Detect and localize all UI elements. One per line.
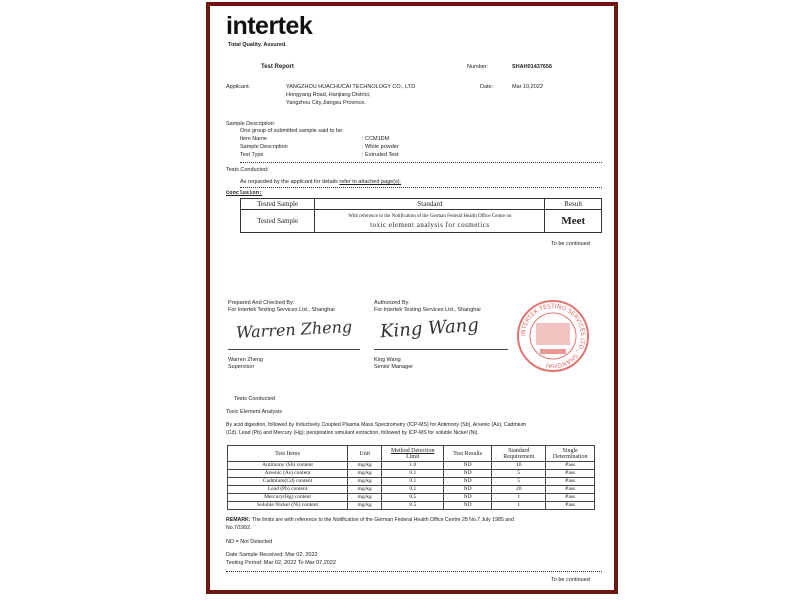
header-requirement [492, 446, 546, 462]
row-result: ND [444, 470, 492, 478]
report-page [206, 2, 618, 594]
prepared-by-role: Supervisor [228, 364, 255, 370]
row-item: Soluble Nickel (Ni) content [228, 502, 348, 510]
row-unit: mg/kg [348, 486, 382, 494]
sample-description-value: : White powder [362, 144, 399, 150]
date-received: Date Sample Received: Mar 02, 2022 [226, 552, 318, 558]
table-row [228, 462, 595, 470]
conclusion-header-sample: Tested Sample [241, 199, 315, 210]
applicant-address-line2: Yangzhou City,Jiangsu Province. [286, 100, 366, 106]
conclusion-standard-line2: toxic element analysis for cosmetics [370, 221, 490, 229]
table-row [228, 478, 595, 486]
sample-intro: One group of submitted sample said to be: [240, 128, 344, 134]
row-item: Mercury(Hg) content [228, 494, 348, 502]
row-item: Cadmium(Cd) content [228, 478, 348, 486]
prepared-by-name: Warren Zheng [228, 357, 263, 363]
header-requirement-line2: Requirement [503, 453, 535, 460]
sample-description-label: Sample Description [240, 144, 288, 150]
conclusion-standard-line1: With reference to the Notification of the German Federal Health Office Centre on [348, 214, 512, 219]
row-result: ND [444, 478, 492, 486]
continued-note: To be continued [551, 241, 590, 247]
number-label: Number: [467, 64, 489, 70]
tests-conducted-text [240, 179, 401, 185]
header-test-results: Test Results [444, 446, 492, 462]
row-unit: mg/kg [348, 494, 382, 502]
row-requirement: 5 [492, 478, 546, 486]
svg-text:INTERTEK TESTING SERVICES LTD.: INTERTEK TESTING SERVICES LTD., SHANGHAI [519, 302, 587, 370]
item-name-value: : CCM1DM [362, 136, 390, 142]
conclusion-header-standard: Standard [315, 199, 545, 210]
row-unit: mg/kg [348, 462, 382, 470]
test-type-label: Test Type [240, 152, 264, 158]
report-number: SHAH01437656 [512, 64, 553, 70]
row-requirement: 1 [492, 494, 546, 502]
toxic-element-heading: Toxic Element Analysis [226, 409, 282, 415]
authorized-by-role: Senior Manager [374, 364, 414, 370]
header-mdl-line2: Limit [406, 453, 420, 460]
company-seal-stamp [516, 299, 590, 373]
applicant-address-line1: Hongyang Road, Hanjiang District, [286, 92, 371, 98]
row-determination: Pass [546, 478, 595, 486]
row-determination: Pass [546, 502, 595, 510]
row-item: Antimony (Sb) content [228, 462, 348, 470]
authorized-by-name: King Wang [374, 357, 401, 363]
section-divider [226, 571, 602, 572]
row-determination: Pass [546, 494, 595, 502]
logo-tagline: Total Quality. Assured. [228, 42, 287, 48]
header-determination-line2: Determination [552, 453, 588, 460]
results-table [227, 445, 595, 510]
tests-conducted-heading: Tests Conducted: [226, 167, 269, 173]
row-mdl: 0.1 [382, 478, 444, 486]
row-result: ND [444, 486, 492, 494]
table-row [228, 470, 595, 478]
conclusion-table [240, 198, 602, 233]
conclusion-result: Meet [545, 210, 602, 233]
conclusion-sample: Tested Sample [241, 210, 315, 233]
applicant-label: Applicant: [226, 84, 251, 90]
row-result: ND [444, 502, 492, 510]
table-row [228, 494, 595, 502]
nd-note: ND = Not Detected [226, 539, 273, 545]
tests-conducted-prefix: As requested by the applicant for details [240, 179, 340, 185]
date-label: Date: [480, 84, 494, 90]
row-requirement: 10 [492, 462, 546, 470]
row-determination: Pass [546, 486, 595, 494]
header-requirement-line1: Standard [508, 447, 530, 454]
remark-line2: No.7/1992. [226, 525, 252, 531]
attached-pages-reference: refer to attached page(s). [339, 179, 402, 185]
row-result: ND [444, 462, 492, 470]
sample-heading: Sample Description: [226, 121, 276, 127]
row-determination: Pass [546, 462, 595, 470]
intertek-logo: intertek [226, 12, 313, 40]
section-divider [240, 162, 602, 163]
remark-label: REMARK: [226, 517, 251, 523]
authorized-by-org: For Intertek Testing Services Ltd., Shanghai [374, 307, 481, 313]
signature-line [228, 349, 360, 350]
conclusion-header-result: Result [545, 199, 602, 210]
remark-line1 [226, 517, 514, 523]
header-mdl [382, 446, 444, 462]
row-item: Lead (Pb) content [228, 486, 348, 494]
row-mdl: 0.1 [382, 470, 444, 478]
method-line2: (Cd), Lead (Pb) and Mercury (Hg); perspiration simulant extraction, followed by ICP-MS for soluble Nickel (Ni). [226, 430, 479, 436]
remark-text: The limits are with reference to the Notification of the German Federal Health Office Centre 28 No.7 July 1985 and [250, 517, 514, 523]
method-line1: By acid digestion, followed by Inductively Coupled Plasma Mass Spectrometry (ICP-MS) for Antimony (Sb), Arsenic (As), Cadmium [226, 422, 527, 428]
tests-section-heading: Tests Conducted [234, 396, 275, 402]
prepared-by-signature: Warren Zheng [235, 316, 353, 343]
prepared-by-title: Prepared And Checked By: [228, 300, 295, 306]
report-title: Test Report [261, 64, 294, 70]
row-requirement: 5 [492, 470, 546, 478]
row-mdl: 0.5 [382, 502, 444, 510]
section-divider [240, 187, 602, 188]
row-requirement: 20 [492, 486, 546, 494]
row-result: ND [444, 494, 492, 502]
applicant-name: YANGZHOU HUACHUCAI TECHNOLOGY CO., LTD [286, 84, 416, 90]
row-unit: mg/kg [348, 502, 382, 510]
authorized-by-signature: King Wang [379, 314, 480, 343]
conclusion-standard [315, 210, 545, 233]
prepared-by-org: For Intertek Testing Services Ltd., Shanghai [228, 307, 335, 313]
continued-note-bottom: To be continued [551, 577, 590, 583]
item-name-label: Item Name [240, 136, 267, 142]
report-date: Mar 10,2022 [512, 84, 543, 90]
row-mdl: 1.0 [382, 462, 444, 470]
header-determination-line1: Single [562, 447, 578, 454]
row-requirement: 1 [492, 502, 546, 510]
header-mdl-line1: Method Detection [391, 447, 435, 454]
header-test-items: Test Items [228, 446, 348, 462]
table-row [228, 502, 595, 510]
table-row [228, 486, 595, 494]
row-mdl: 0.5 [382, 494, 444, 502]
row-unit: mg/kg [348, 478, 382, 486]
authorized-by-title: Authorized By: [374, 300, 410, 306]
row-determination: Pass [546, 470, 595, 478]
row-mdl: 0.1 [382, 486, 444, 494]
testing-period: Testing Period: Mar 02, 2022 To Mar 07,2022 [226, 560, 336, 566]
header-determination [546, 446, 595, 462]
conclusion-heading: Conclusion: [226, 189, 263, 196]
row-item: Arsenic (As) content [228, 470, 348, 478]
test-type-value: : Extruded Test [362, 152, 399, 158]
signature-line [374, 349, 508, 350]
header-unit: Unit [348, 446, 382, 462]
row-unit: mg/kg [348, 470, 382, 478]
